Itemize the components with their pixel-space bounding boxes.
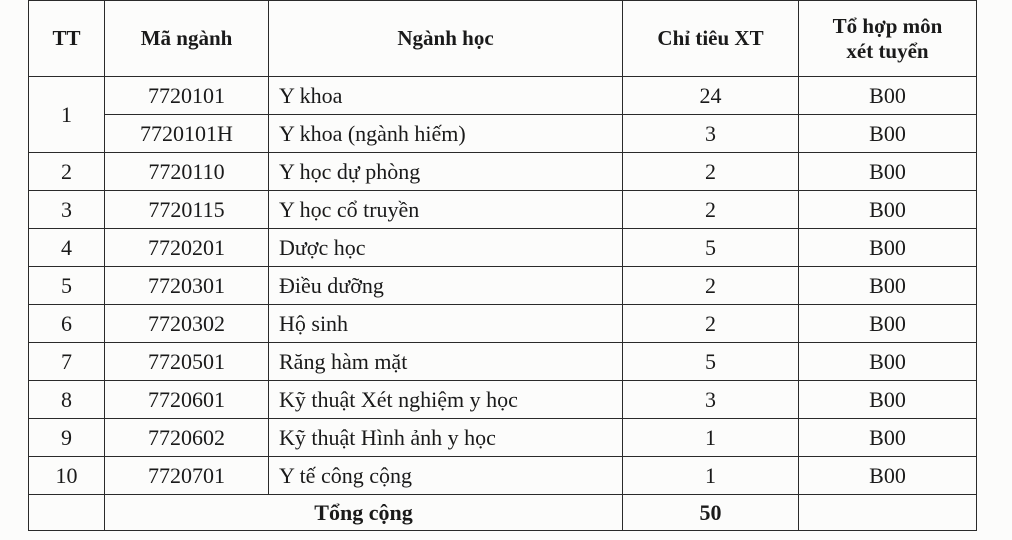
cell-major: Y tế công cộng bbox=[269, 457, 623, 495]
table-row bbox=[29, 457, 977, 495]
total-empty-combo-cell bbox=[799, 495, 977, 531]
cell-quota: 5 bbox=[623, 343, 799, 381]
cell-tt: 1 bbox=[29, 77, 105, 153]
cell-tt: 9 bbox=[29, 419, 105, 457]
cell-combo: B00 bbox=[799, 381, 977, 419]
header-combo-line2: xét tuyển bbox=[846, 38, 929, 63]
header-combo-line1: Tổ hợp môn bbox=[832, 14, 943, 39]
cell-code: 7720101 bbox=[105, 77, 269, 115]
cell-quota: 24 bbox=[623, 77, 799, 115]
cell-combo: B00 bbox=[799, 153, 977, 191]
cell-tt: 4 bbox=[29, 229, 105, 267]
table-row bbox=[29, 191, 977, 229]
cell-code: 7720601 bbox=[105, 381, 269, 419]
cell-major: Y khoa (ngành hiếm) bbox=[269, 115, 623, 153]
cell-tt: 6 bbox=[29, 305, 105, 343]
cell-quota: 3 bbox=[623, 115, 799, 153]
cell-quota: 1 bbox=[623, 419, 799, 457]
cell-code: 7720302 bbox=[105, 305, 269, 343]
total-row bbox=[29, 495, 977, 531]
table-row bbox=[29, 115, 977, 153]
cell-major: Điều dưỡng bbox=[269, 267, 623, 305]
table-row bbox=[29, 305, 977, 343]
cell-major: Răng hàm mặt bbox=[269, 343, 623, 381]
total-empty-cell bbox=[29, 495, 105, 531]
cell-tt: 8 bbox=[29, 381, 105, 419]
cell-code: 7720602 bbox=[105, 419, 269, 457]
header-quota: Chỉ tiêu XT bbox=[623, 1, 799, 77]
cell-combo: B00 bbox=[799, 419, 977, 457]
table-header-row bbox=[29, 1, 977, 77]
header-code: Mã ngành bbox=[105, 1, 269, 77]
table-row bbox=[29, 77, 977, 115]
table-row bbox=[29, 419, 977, 457]
table-row bbox=[29, 229, 977, 267]
cell-combo: B00 bbox=[799, 229, 977, 267]
header-major: Ngành học bbox=[269, 1, 623, 77]
cell-combo: B00 bbox=[799, 305, 977, 343]
total-value: 50 bbox=[623, 495, 799, 531]
table-row bbox=[29, 343, 977, 381]
cell-major: Hộ sinh bbox=[269, 305, 623, 343]
cell-quota: 3 bbox=[623, 381, 799, 419]
cell-code: 7720701 bbox=[105, 457, 269, 495]
table-row bbox=[29, 153, 977, 191]
cell-major: Y khoa bbox=[269, 77, 623, 115]
admissions-quota-table bbox=[28, 0, 977, 531]
cell-combo: B00 bbox=[799, 457, 977, 495]
cell-tt: 10 bbox=[29, 457, 105, 495]
cell-code: 7720115 bbox=[105, 191, 269, 229]
cell-tt: 2 bbox=[29, 153, 105, 191]
header-combo bbox=[799, 1, 977, 77]
cell-quota: 1 bbox=[623, 457, 799, 495]
cell-tt: 7 bbox=[29, 343, 105, 381]
cell-tt: 5 bbox=[29, 267, 105, 305]
cell-major: Y học dự phòng bbox=[269, 153, 623, 191]
cell-combo: B00 bbox=[799, 115, 977, 153]
cell-code: 7720110 bbox=[105, 153, 269, 191]
cell-major: Kỹ thuật Xét nghiệm y học bbox=[269, 381, 623, 419]
table-row bbox=[29, 381, 977, 419]
cell-quota: 2 bbox=[623, 305, 799, 343]
cell-code: 7720201 bbox=[105, 229, 269, 267]
cell-combo: B00 bbox=[799, 191, 977, 229]
cell-quota: 5 bbox=[623, 229, 799, 267]
cell-combo: B00 bbox=[799, 267, 977, 305]
cell-combo: B00 bbox=[799, 343, 977, 381]
cell-tt: 3 bbox=[29, 191, 105, 229]
total-label: Tổng cộng bbox=[105, 495, 623, 531]
cell-code: 7720501 bbox=[105, 343, 269, 381]
header-tt: TT bbox=[29, 1, 105, 77]
cell-combo: B00 bbox=[799, 77, 977, 115]
cell-code: 7720301 bbox=[105, 267, 269, 305]
cell-quota: 2 bbox=[623, 191, 799, 229]
cell-code: 7720101H bbox=[105, 115, 269, 153]
cell-major: Y học cổ truyền bbox=[269, 191, 623, 229]
table-row bbox=[29, 267, 977, 305]
cell-major: Dược học bbox=[269, 229, 623, 267]
cell-major: Kỹ thuật Hình ảnh y học bbox=[269, 419, 623, 457]
cell-quota: 2 bbox=[623, 153, 799, 191]
cell-quota: 2 bbox=[623, 267, 799, 305]
